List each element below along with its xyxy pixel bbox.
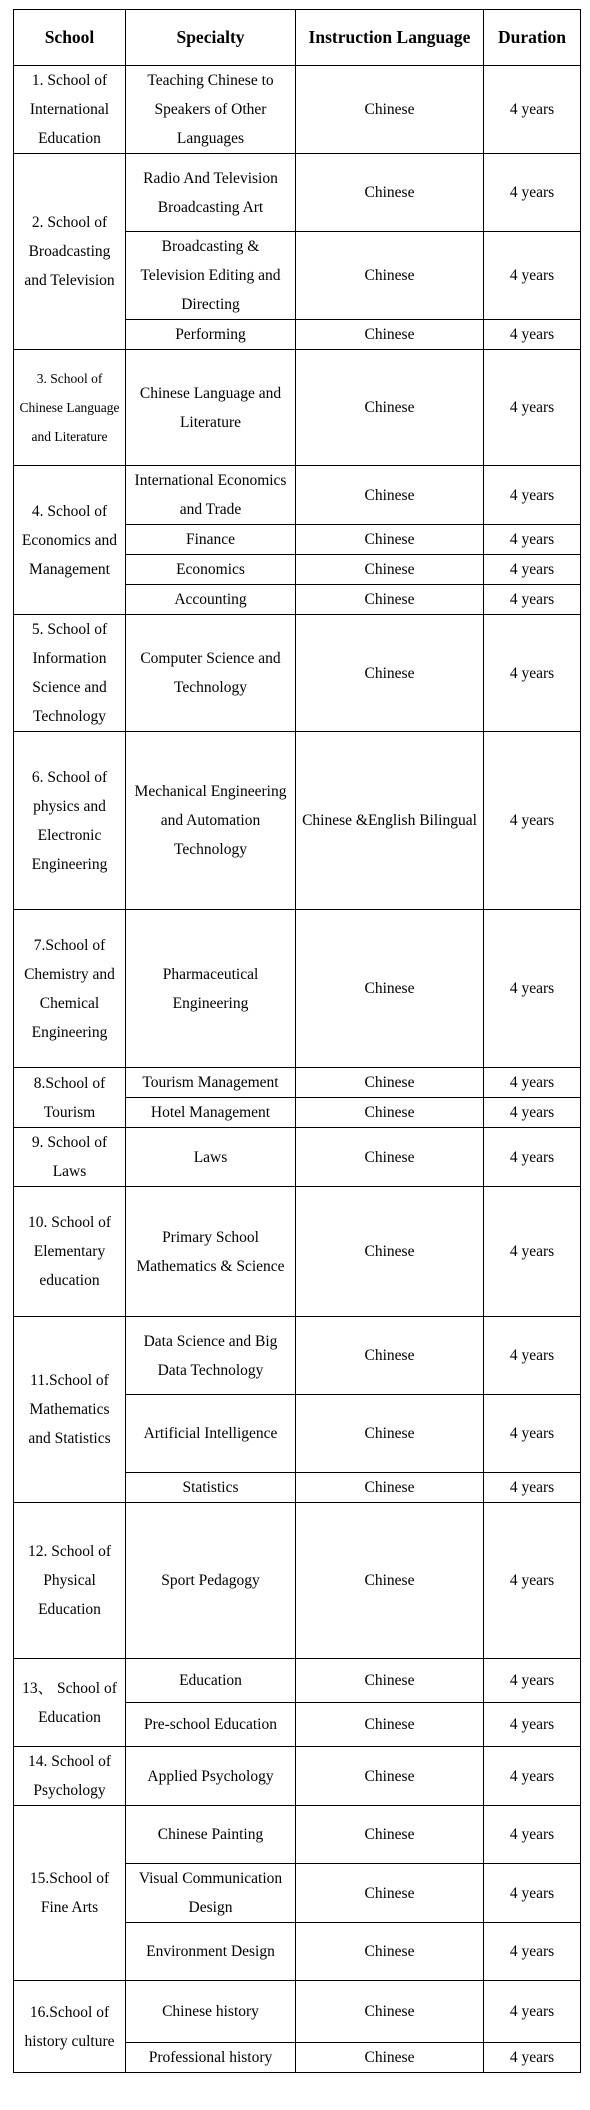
duration-cell: 4 years (484, 232, 581, 320)
school-cell: 9. School of Laws (14, 1128, 126, 1187)
duration-cell: 4 years (484, 615, 581, 732)
table-body (14, 66, 581, 2073)
school-cell: 8.School of Tourism (14, 1068, 126, 1128)
duration-cell: 4 years (484, 1187, 581, 1317)
specialty-cell: Pharmaceutical Engineering (126, 910, 296, 1068)
school-cell: 14. School of Psychology (14, 1747, 126, 1806)
table-row (14, 1128, 581, 1187)
specialty-cell: Applied Psychology (126, 1747, 296, 1806)
table-row (14, 910, 581, 1068)
school-cell: 11.School of Mathematics and Statistics (14, 1317, 126, 1503)
school-cell: 1. School of International Education (14, 66, 126, 154)
duration-cell: 4 years (484, 66, 581, 154)
duration-cell: 4 years (484, 466, 581, 525)
school-cell: 5. School of Information Science and Technology (14, 615, 126, 732)
specialty-cell: Computer Science and Technology (126, 615, 296, 732)
language-cell: Chinese (296, 910, 484, 1068)
specialty-cell: Finance (126, 525, 296, 555)
specialty-cell: Chinese Painting (126, 1806, 296, 1864)
duration-cell: 4 years (484, 732, 581, 910)
specialty-cell: Broadcasting & Television Editing and Directing (126, 232, 296, 320)
specialty-cell: Chinese history (126, 1981, 296, 2043)
language-cell: Chinese (296, 66, 484, 154)
programs-table (13, 9, 581, 2073)
specialty-cell: Hotel Management (126, 1098, 296, 1128)
school-cell: 16.School of history culture (14, 1981, 126, 2073)
language-cell: Chinese (296, 1187, 484, 1317)
specialty-cell: Economics (126, 555, 296, 585)
language-cell: Chinese (296, 1128, 484, 1187)
language-cell: Chinese (296, 1981, 484, 2043)
duration-cell: 4 years (484, 1503, 581, 1659)
language-cell: Chinese (296, 1703, 484, 1747)
duration-cell: 4 years (484, 1098, 581, 1128)
duration-cell: 4 years (484, 154, 581, 232)
duration-cell: 4 years (484, 585, 581, 615)
language-cell: Chinese (296, 350, 484, 466)
school-cell: 10. School of Elementary education (14, 1187, 126, 1317)
specialty-cell: Primary School Mathematics & Science (126, 1187, 296, 1317)
specialty-cell: Environment Design (126, 1923, 296, 1981)
duration-cell: 4 years (484, 320, 581, 350)
specialty-cell: International Economics and Trade (126, 466, 296, 525)
table-row (14, 1068, 581, 1098)
table-row (14, 1659, 581, 1703)
duration-cell: 4 years (484, 1703, 581, 1747)
specialty-cell: Artificial Intelligence (126, 1395, 296, 1473)
language-cell: Chinese (296, 1806, 484, 1864)
duration-cell: 4 years (484, 525, 581, 555)
language-cell: Chinese (296, 320, 484, 350)
specialty-cell: Teaching Chinese to Speakers of Other Languages (126, 66, 296, 154)
table-row (14, 1747, 581, 1806)
table-row (14, 1806, 581, 1864)
language-cell: Chinese (296, 1068, 484, 1098)
table-row (14, 732, 581, 910)
school-cell: 15.School of Fine Arts (14, 1806, 126, 1981)
duration-cell: 4 years (484, 1128, 581, 1187)
table-row (14, 1503, 581, 1659)
header-specialty: Specialty (126, 10, 296, 66)
language-cell: Chinese (296, 154, 484, 232)
language-cell: Chinese (296, 585, 484, 615)
duration-cell: 4 years (484, 1068, 581, 1098)
duration-cell: 4 years (484, 1395, 581, 1473)
duration-cell: 4 years (484, 1981, 581, 2043)
language-cell: Chinese (296, 1747, 484, 1806)
table-row (14, 1981, 581, 2043)
duration-cell: 4 years (484, 1864, 581, 1923)
table-row (14, 466, 581, 525)
specialty-cell: Visual Communication Design (126, 1864, 296, 1923)
table-row (14, 154, 581, 232)
specialty-cell: Data Science and Big Data Technology (126, 1317, 296, 1395)
language-cell: Chinese (296, 1473, 484, 1503)
specialty-cell: Performing (126, 320, 296, 350)
specialty-cell: Sport Pedagogy (126, 1503, 296, 1659)
specialty-cell: Pre-school Education (126, 1703, 296, 1747)
school-cell: 12. School of Physical Education (14, 1503, 126, 1659)
specialty-cell: Chinese Language and Literature (126, 350, 296, 466)
specialty-cell: Professional history (126, 2043, 296, 2073)
language-cell: Chinese (296, 1317, 484, 1395)
specialty-cell: Statistics (126, 1473, 296, 1503)
specialty-cell: Tourism Management (126, 1068, 296, 1098)
school-cell: 4. School of Economics and Management (14, 466, 126, 615)
duration-cell: 4 years (484, 1806, 581, 1864)
school-cell: 6. School of physics and Electronic Engineering (14, 732, 126, 910)
school-cell: 2. School of Broadcasting and Television (14, 154, 126, 350)
duration-cell: 4 years (484, 2043, 581, 2073)
specialty-cell: Mechanical Engineering and Automation Technology (126, 732, 296, 910)
language-cell: Chinese (296, 1923, 484, 1981)
language-cell: Chinese (296, 555, 484, 585)
language-cell: Chinese (296, 525, 484, 555)
table-row (14, 66, 581, 154)
header-instruction-language: Instruction Language (296, 10, 484, 66)
specialty-cell: Education (126, 1659, 296, 1703)
language-cell: Chinese (296, 615, 484, 732)
school-cell: 7.School of Chemistry and Chemical Engineering (14, 910, 126, 1068)
specialty-cell: Radio And Television Broadcasting Art (126, 154, 296, 232)
duration-cell: 4 years (484, 1659, 581, 1703)
table-row (14, 1187, 581, 1317)
language-cell: Chinese (296, 1659, 484, 1703)
table-row (14, 1317, 581, 1395)
language-cell: Chinese (296, 1503, 484, 1659)
language-cell: Chinese (296, 1864, 484, 1923)
duration-cell: 4 years (484, 1747, 581, 1806)
table-row (14, 615, 581, 732)
duration-cell: 4 years (484, 350, 581, 466)
language-cell: Chinese (296, 466, 484, 525)
duration-cell: 4 years (484, 1923, 581, 1981)
language-cell: Chinese (296, 232, 484, 320)
header-duration: Duration (484, 10, 581, 66)
language-cell: Chinese &English Bilingual (296, 732, 484, 910)
school-cell: 3. School of Chinese Language and Literature (14, 350, 126, 466)
language-cell: Chinese (296, 1395, 484, 1473)
header-row (14, 10, 581, 66)
specialty-cell: Accounting (126, 585, 296, 615)
language-cell: Chinese (296, 2043, 484, 2073)
duration-cell: 4 years (484, 555, 581, 585)
duration-cell: 4 years (484, 910, 581, 1068)
language-cell: Chinese (296, 1098, 484, 1128)
duration-cell: 4 years (484, 1473, 581, 1503)
duration-cell: 4 years (484, 1317, 581, 1395)
table-row (14, 350, 581, 466)
header-school: School (14, 10, 126, 66)
school-cell: 13、 School of Education (14, 1659, 126, 1747)
specialty-cell: Laws (126, 1128, 296, 1187)
